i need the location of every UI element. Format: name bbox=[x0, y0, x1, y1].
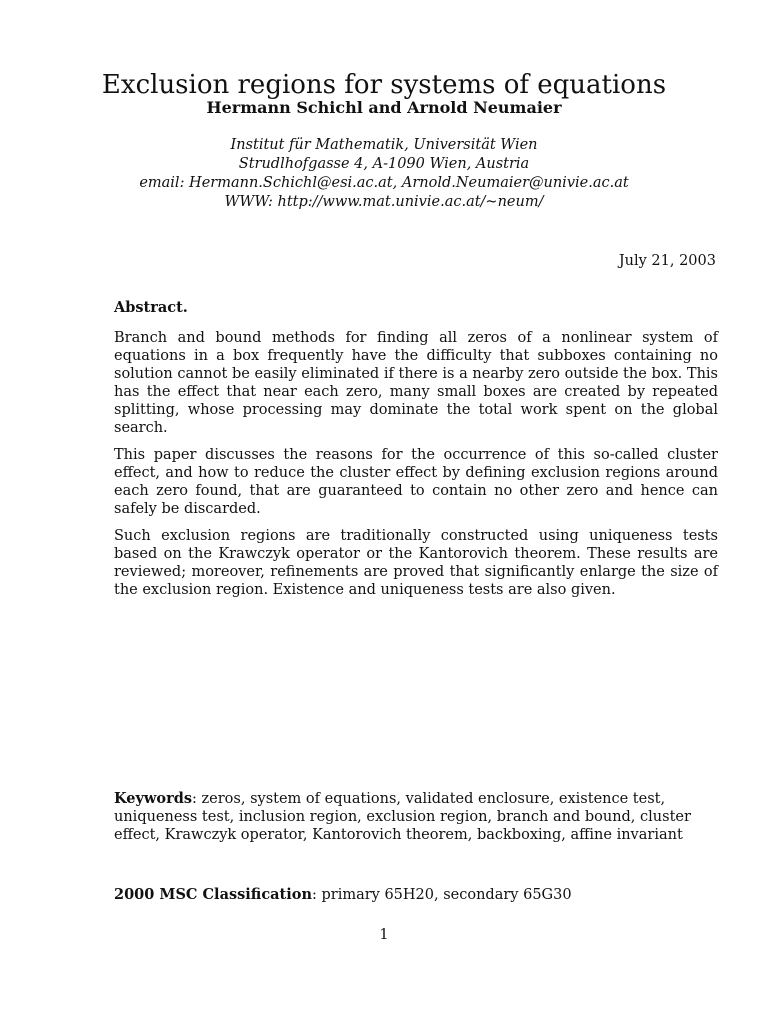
msc-text: : primary 65H20, secondary 65G30 bbox=[311, 887, 572, 903]
keywords-block bbox=[114, 790, 720, 844]
paper-title: Exclusion regions for systems of equations bbox=[101, 70, 667, 101]
abstract-body bbox=[114, 329, 718, 608]
msc-label: 2000 MSC Classification bbox=[114, 886, 312, 903]
abstract-heading: Abstract. bbox=[114, 299, 188, 316]
affiliation-block bbox=[0, 136, 768, 212]
keywords-label: Keywords bbox=[114, 790, 193, 807]
paper-authors: Hermann Schichl and Arnold Neumaier bbox=[206, 98, 562, 117]
msc-classification bbox=[114, 886, 718, 904]
keywords-text: : zeros, system of equations, validated enclosure, existence test, uniqueness test, inclusion region, exclusion region, branch and bound, cluster effect, Krawczyk operator, Kantorovich theorem, backboxing, affine invariant bbox=[114, 791, 691, 843]
abstract-paragraph: Branch and bound methods for finding all zeros of a nonlinear system of equations in a box frequently have the difficulty that subboxes containing no solution cannot be easily eliminated if there is a nearby zero outside the box. This has the effect that near each zero, many small boxes are created by repeated splitting, whose processing may dominate the total work spent on the global search. bbox=[114, 330, 718, 436]
affiliation-email: email: Hermann.Schichl@esi.ac.at, Arnold.Neumaier@univie.ac.at bbox=[139, 175, 629, 191]
abstract-paragraph: Such exclusion regions are traditionally constructed using uniqueness tests based on the Krawczyk operator or the Kantorovich theorem. These results are reviewed; moreover, refinements are proved that significantly enlarge the size of the exclusion region. Existence and uniqueness tests are also given. bbox=[114, 528, 718, 598]
affiliation-address: Strudlhofgasse 4, A-1090 Wien, Austria bbox=[238, 156, 530, 172]
page-number: 1 bbox=[379, 927, 389, 943]
affiliation-institute: Institut für Mathematik, Universität Wien bbox=[230, 137, 538, 153]
affiliation-www: WWW: http://www.mat.univie.ac.at/~neum/ bbox=[224, 194, 544, 210]
paper-date: July 21, 2003 bbox=[618, 253, 716, 269]
abstract-paragraph: This paper discusses the reasons for the occurrence of this so-called cluster effect, and how to reduce the cluster effect by defining exclusion regions around each zero found, that are guaranteed to contain no other zero and hence can safely be discarded. bbox=[114, 447, 718, 517]
